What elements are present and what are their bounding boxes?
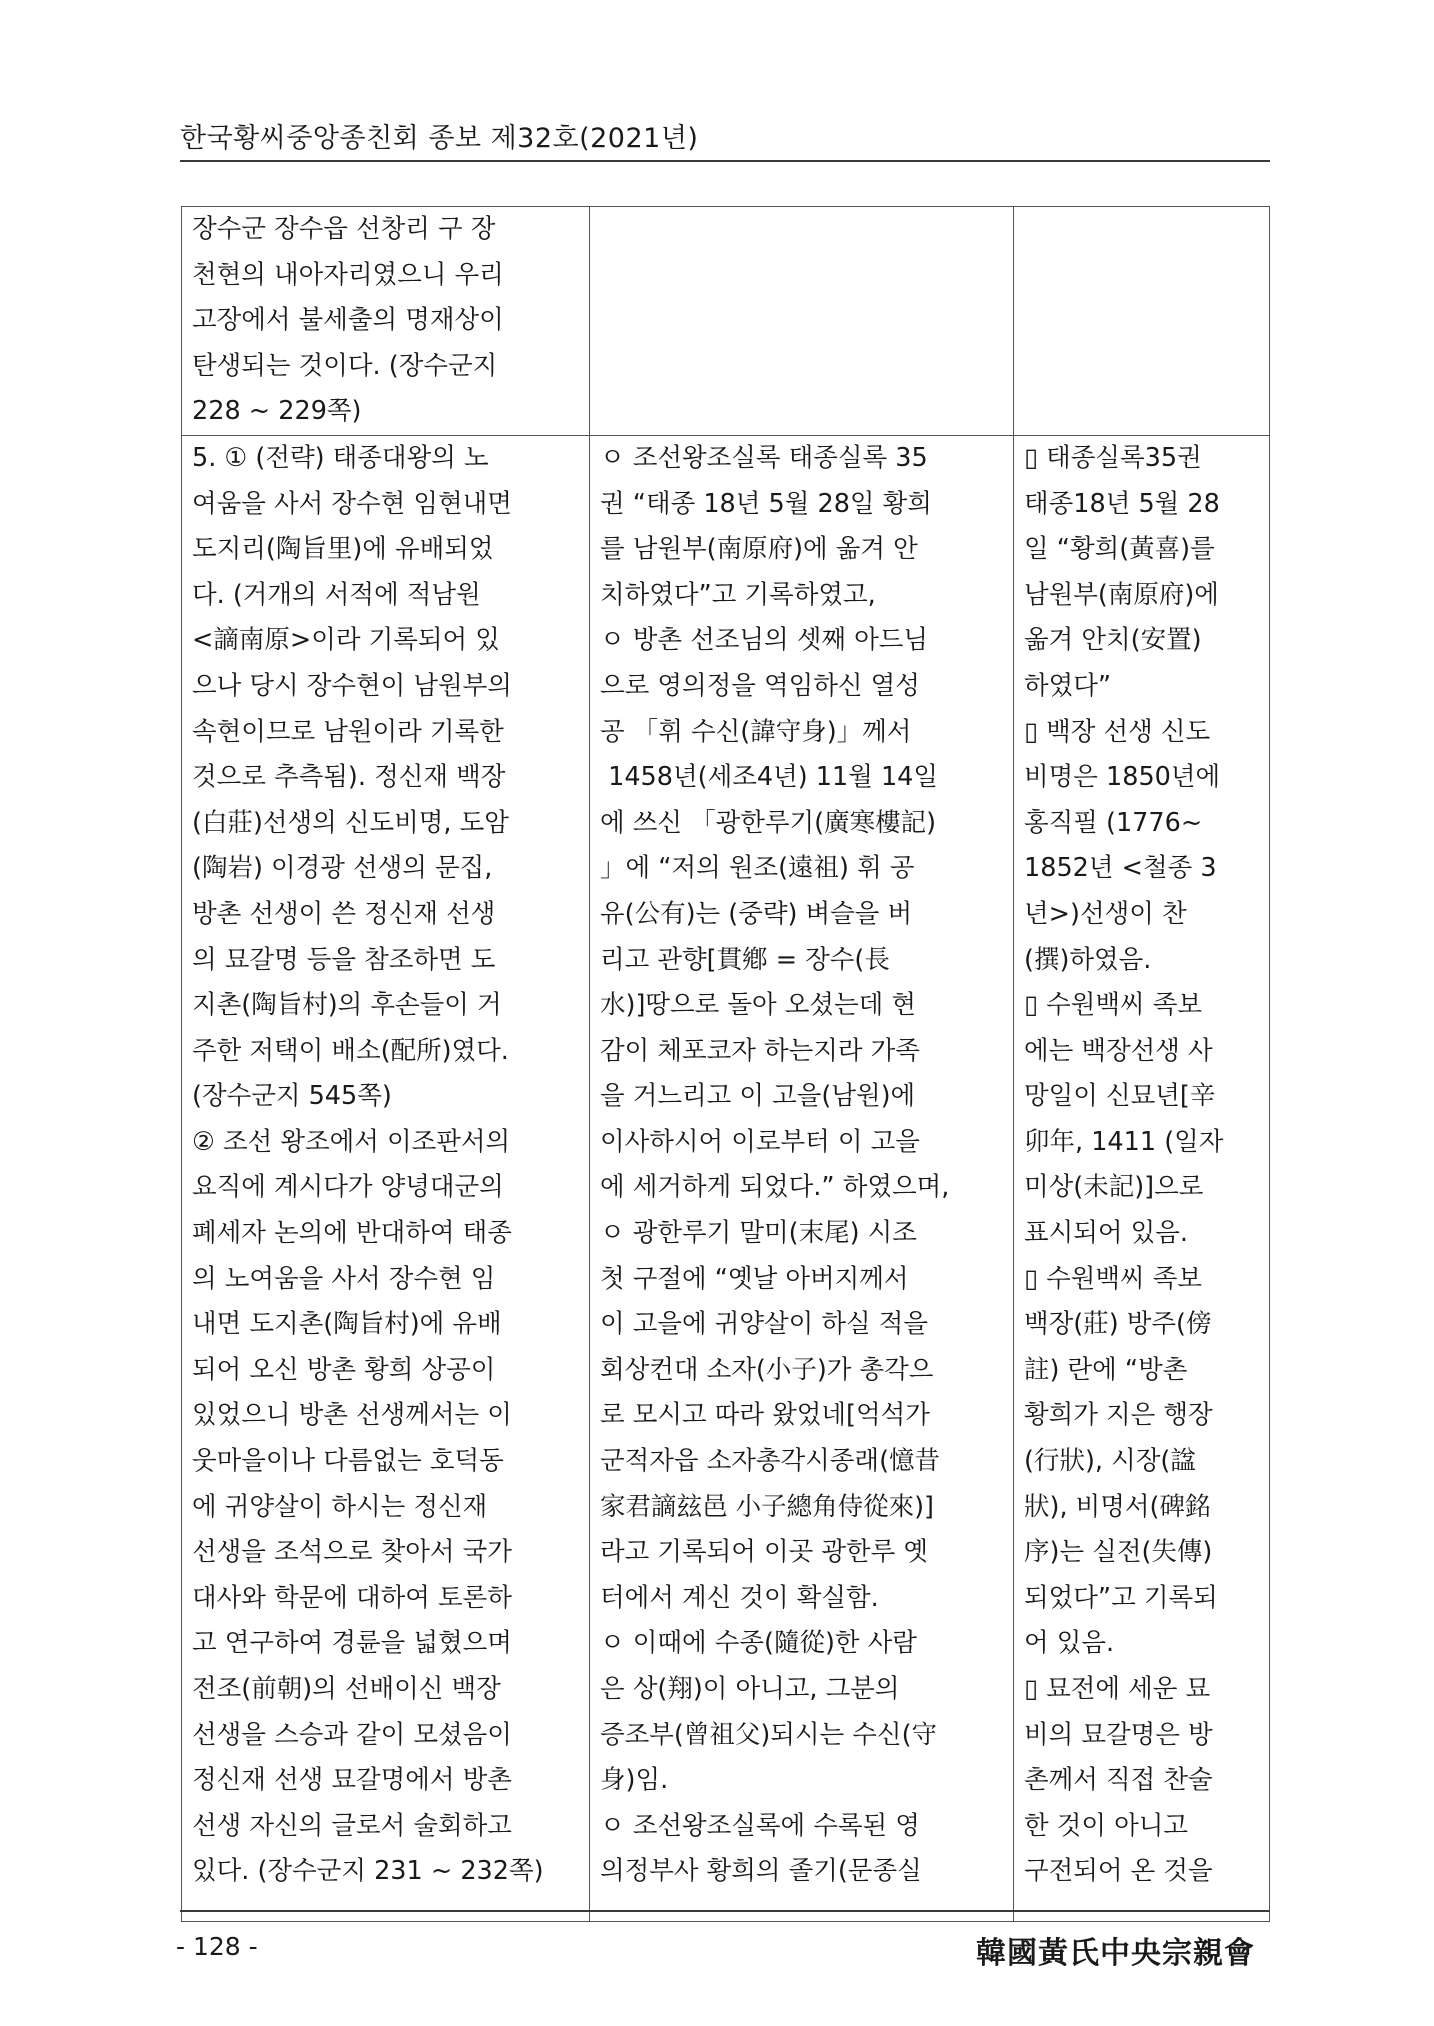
page-number: - 128 - bbox=[176, 1932, 258, 1961]
table-cell-row2-col2: ㅇ 조선왕조실록 태종실록 35 권 “태종 18년 5월 28일 황희 를 남원부(南原府)에 옮겨 안 치하였다”고 기록하였고, ㅇ 방촌 선조님의 셋째 아드님 으로 영의정을 역임하신 열성 공 「휘 수신(諱守身)」께서 1458년(세조4년) 11월 14일 에 쓰신 「광한루기(廣寒樓記) 」에 “저의 원조(遠祖) 휘 공 유(公有)는 (중략) 벼슬을 버 리고 관향[貫鄕 = 장수(長 水)]땅으로 돌아 오셨는데 현 감이 체포코자 하는지라 가족 을 거느리고 이 고을(남원)에 이사하시어 이로부터 이 고을 에 세거하게 되었다.” 하였으며, ㅇ 광한루기 말미(末尾) 시조 첫 구절에 “옛날 아버지께서 이 고을에 귀양살이 하실 적을 회상컨대 소자(小子)가 총각으 로 모시고 따라 왔었네[억석가 군적자읍 소자총각시종래(憶昔 家君謫玆邑 小子總角侍從來)] 라고 기록되어 이곳 광한루 옛 터에서 계신 것이 확실함. ㅇ 이때에 수종(隨從)한 사람 은 상(翔)이 아니고, 그분의 증조부(曾祖父)되시는 수신(守 身)임. ㅇ 조선왕조실록에 수록된 영 의정부사 황희의 졸기(문종실 bbox=[590, 435, 1014, 1921]
footer-divider bbox=[180, 1910, 1270, 1912]
page-header-title: 한국황씨중앙종친회 종보 제32호(2021년) bbox=[180, 123, 699, 154]
table-cell-row1-col1: 장수군 장수읍 선창리 구 장 천현의 내아자리였으니 우리 고장에서 불세출의 명재상이 탄생되는 것이다. (장수군지 228 ~ 229쪽) bbox=[182, 207, 590, 436]
table-row bbox=[182, 207, 1270, 436]
table-cell-row2-col3: ▯ 태종실록35권 태종18년 5월 28 일 “황희(黃喜)를 남원부(南原府)에 옮겨 안치(安置) 하였다” ▯ 백장 선생 신도 비명은 1850년에 홍직필 (1776~ 1852년 <철종 3 년>)선생이 찬 (撰)하였음. ▯ 수원백씨 족보 에는 백장선생 사 망일이 신묘년[辛 卯年, 1411 (일자 미상(未記)]으로 표시되어 있음. ▯ 수원백씨 족보 백장(莊) 방주(傍 註) 란에 “방촌 황희가 지은 행장 (行狀), 시장(諡 狀), 비명서(碑銘 序)는 실전(失傳) 되었다”고 기록되 어 있음. ▯ 묘전에 세운 묘 비의 묘갈명은 방 촌께서 직접 찬술 한 것이 아니고 구전되어 온 것을 bbox=[1014, 435, 1270, 1921]
table-row bbox=[182, 435, 1270, 1921]
header-divider bbox=[180, 160, 1270, 162]
content-table bbox=[181, 206, 1270, 1922]
table-cell-row1-col3 bbox=[1014, 207, 1270, 436]
table-cell-row1-col2 bbox=[590, 207, 1014, 436]
organization-name: 韓國黃氏中央宗親會 bbox=[976, 1936, 1255, 1971]
table-cell-row2-col1: 5. ① (전략) 태종대왕의 노 여움을 사서 장수현 임현내면 도지리(陶旨里)에 유배되었 다. (거개의 서적에 적남원 <謫南原>이라 기록되어 있 으나 당시 장수현이 남원부의 속현이므로 남원이라 기록한 것으로 추측됨). 정신재 백장 (白莊)선생의 신도비명, 도암 (陶岩) 이경광 선생의 문집, 방촌 선생이 쓴 정신재 선생 의 묘갈명 등을 참조하면 도 지촌(陶旨村)의 후손들이 거 주한 저택이 배소(配所)였다. (장수군지 545쪽) ② 조선 왕조에서 이조판서의 요직에 계시다가 양녕대군의 폐세자 논의에 반대하여 태종 의 노여움을 사서 장수현 임 내면 도지촌(陶旨村)에 유배 되어 오신 방촌 황희 상공이 있었으니 방촌 선생께서는 이 웃마을이나 다름없는 호덕동 에 귀양살이 하시는 정신재 선생을 조석으로 찾아서 국가 대사와 학문에 대하여 토론하 고 연구하여 경륜을 넓혔으며 전조(前朝)의 선배이신 백장 선생을 스승과 같이 모셨음이 정신재 선생 묘갈명에서 방촌 선생 자신의 글로서 술회하고 있다. (장수군지 231 ~ 232쪽) bbox=[182, 435, 590, 1921]
